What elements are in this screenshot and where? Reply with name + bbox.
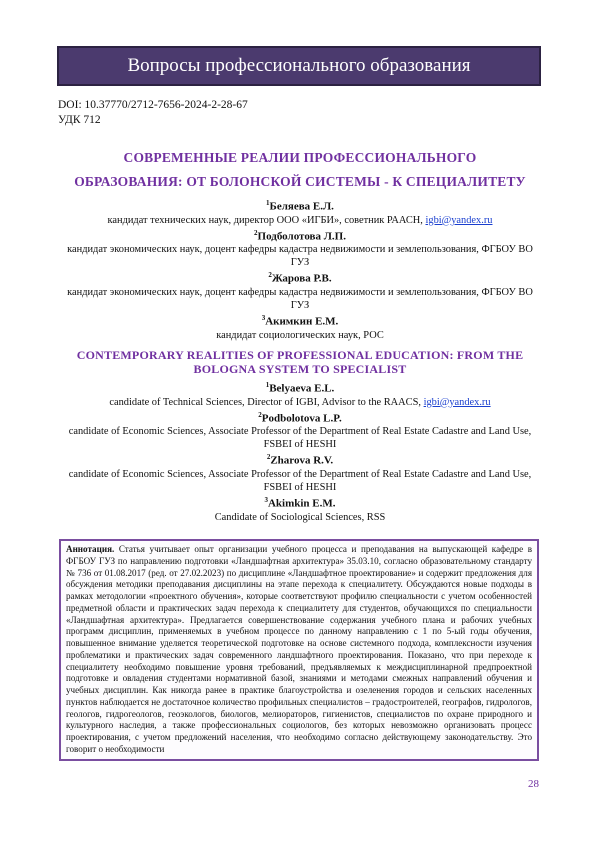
author-name: $^2$Жарова Р.В. (268, 271, 332, 285)
author-name: $^2$Zharova R.V. (266, 453, 334, 467)
author-affiliation: candidate of Technical Sciences, Director of IGBI, Advisor to the RAACS, igbi@yandex.ru (109, 396, 491, 408)
article-title-en (60, 348, 540, 376)
author-email-link[interactable]: igbi@yandex.ru (423, 396, 491, 408)
author-affiliation: candidate of Economic Sciences, Associate Professor of the Department of Real Estate Cadastre and Land Use, FSBEI of HESHI (68, 426, 532, 451)
author-name: $^3$Akimkin E.M. (264, 495, 336, 510)
author-affiliation: кандидат экономических наук, доцент кафедры кадастра недвижимости и землепользования, ФГБОУ ВО ГУЗ (67, 244, 533, 269)
author-email-link[interactable]: igbi@yandex.ru (425, 214, 493, 226)
title-en-line-1: CONTEMPORARY REALITIES OF PROFESSIONAL EDUCATION: FROM THE (76, 348, 524, 362)
title-ru-line-2: ОБРАЗОВАНИЯ: ОТ БОЛОНСКОЙ СИСТЕМЫ - К СПЕЦИАЛИТЕТУ (74, 174, 526, 189)
abstract-text: Статья учитывает опыт организации учебного процесса и преподавания на выпускающей кафедре в ФГБОУ ГУЗ по направлению подготовки «Ландшафтная архитектура» 35.03.10, согласно образовательному стандарту № 736 от 01.08.2017 (ред. от 27.02.2023) по дисциплине «Ландшафтное проектирование» и содержит предложения для обсуждения методики преподавания дисциплины на этапе перехода к специалитету. Обсуждаются новые подходы в рамках методологии «проектного обучения», которые соответствуют профилю специальности с учетом особенностей предметной области и практических задач перехода к специалитету для студентов, обучающихся по специальности «Ландшафтная архитектура». Предлагается совершенствование содержания учебного плана и рабочих учебных программ дисциплин, применяемых в учебном процессе по данному направлению с 1 по 5-ый годы обучения, повышенное внимание уделяется теоретической подготовке на основе системного подхода, комплексности изучения проблематики и практических задач современного ландшафтного проектирования. Показано, что при переходе к специалитету необходимо повышение уровня требований, предъявляемых к междисциплинарной предпроектной подготовке и овладения студентами нормативной базой, знаниями и методами смежных направлений обучения и учебных дисциплин. Как никогда ранее в практике благоустройства и озеленения городов и сельских населенных пунктов наблюдается не достаточное количество профильных специалистов – градостроителей, географов, гидрологов, геологов, гидрогеологов, геоэкологов, биологов, мелиораторов, гигиенистов, специалистов по охране природного и культурного наследия, а также профессиональных социологов, без которых невозможно организовать процесс проектирования, с учетом предложений населения, что необходимо согласно действующему законодательству. Это говорит о необходимости (66, 544, 532, 754)
author-name: $^2$Подболотова Л.П. (254, 228, 346, 243)
authors-en (60, 379, 540, 524)
abstract-label: Аннотация. (66, 544, 115, 554)
article-meta (58, 98, 248, 128)
udk: УДК 712 (58, 114, 101, 126)
author-affiliation: кандидат социологических наук, РОС (216, 329, 384, 341)
title-ru-line-1: СОВРЕМЕННЫЕ РЕАЛИИ ПРОФЕССИОНАЛЬНОГО (123, 150, 477, 165)
author-name: $^3$Акимкин Е.М. (261, 313, 339, 328)
journal-banner (57, 46, 541, 86)
article-title-ru (60, 146, 540, 194)
doi[interactable]: DOI: 10.37770/2712-7656-2024-2-28-67 (58, 99, 248, 111)
author-affiliation: кандидат технических наук, директор ООО «ИГБИ», советник РААСН, igbi@yandex.ru (107, 214, 493, 226)
author-affiliation: кандидат экономических наук, доцент кафедры кадастра недвижимости и землепользования, ФГБОУ ВО ГУЗ (67, 286, 533, 311)
author-name: $^1$Belyaeva E.L. (265, 381, 335, 395)
journal-title: Вопросы профессионального образования (127, 55, 471, 76)
title-en-line-2: BOLOGNA SYSTEM TO SPECIALIST (193, 362, 407, 376)
author-affiliation: Candidate of Sociological Sciences, RSS (214, 511, 386, 523)
author-name: $^1$Беляева Е.Л. (266, 199, 334, 213)
page-number: 28 (528, 778, 539, 790)
abstract-box (59, 539, 539, 761)
author-name: $^2$Podbolotova L.P. (258, 410, 342, 425)
author-affiliation: candidate of Economic Sciences, Associate Professor of the Department of Real Estate Cadastre and Land Use, FSBEI of HESHI (68, 468, 532, 493)
authors-ru (60, 197, 540, 342)
